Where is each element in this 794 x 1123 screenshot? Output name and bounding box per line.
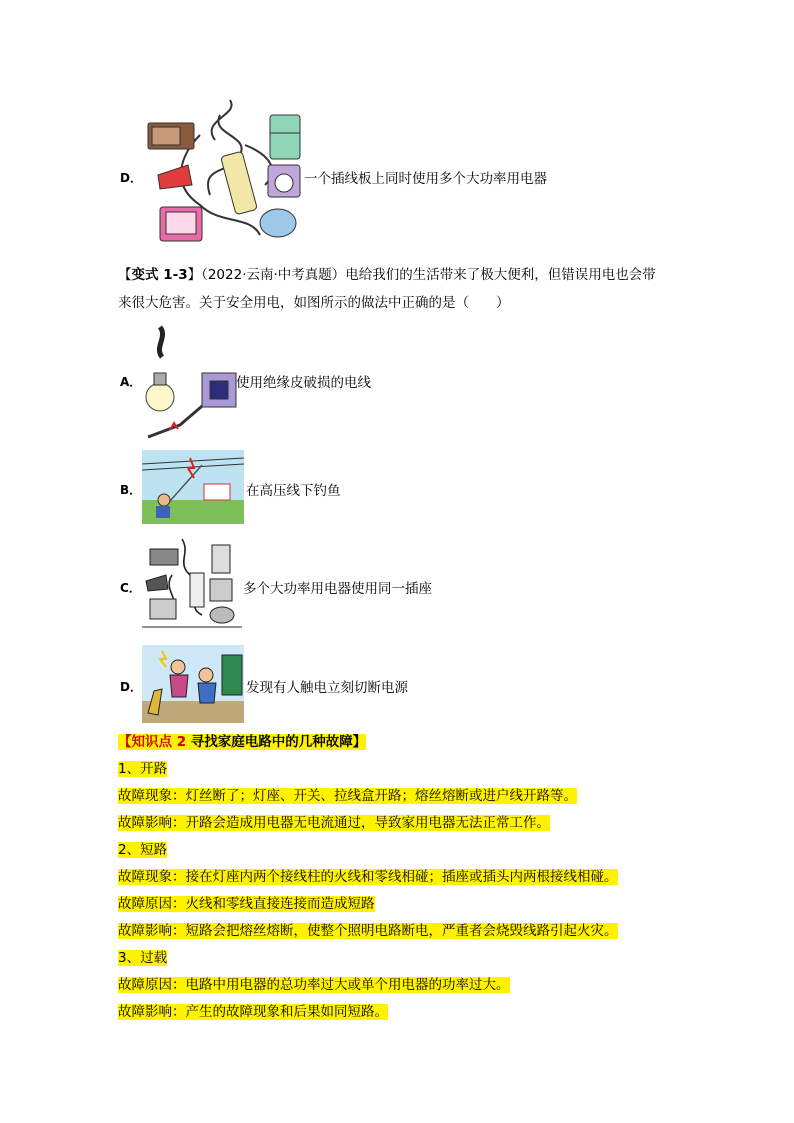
heading-text: 寻找家庭电路中的几种故障 [186, 734, 353, 750]
cut-power-rescue-illustration [142, 645, 244, 723]
option-caption: 在高压线下钓鱼 [246, 483, 341, 499]
knowledge-line: 故障原因：电路中用电器的总功率过大或单个用电器的功率过大。 [118, 977, 510, 993]
question-text-1: 电给我们的生活带来了极大便利，但错误用电也会带 [345, 267, 656, 283]
option-a [118, 325, 718, 440]
knowledge-line: 故障影响：产生的故障现象和后果如同短路。 [118, 1004, 388, 1020]
option-caption: 使用绝缘皮破损的电线 [236, 375, 371, 391]
knowledge-line: 故障现象：灯丝断了；灯座、开关、拉线盒开路；熔丝熔断或进户线开路等。 [118, 788, 577, 804]
fishing-under-power-line-photo [142, 450, 244, 524]
knowledge-line: 故障影响：短路会把熔丝熔断，使整个照明电路断电，严重者会烧毁线路引起火灾。 [118, 923, 618, 939]
option-letter: C． [120, 581, 141, 595]
question-line-1 [118, 265, 656, 285]
knowledge-line: 3、过载 [118, 950, 168, 966]
heading-bracket-open: 【 [118, 734, 132, 750]
option-caption: 发现有人触电立刻切断电源 [246, 680, 408, 696]
option-c [118, 535, 718, 630]
heading-bracket-close: 】 [352, 734, 367, 750]
question-bracket-open: 【 [118, 267, 132, 283]
question-text-2: 来很大危害。关于安全用电，如图所示的做法中正确的是（ ） [118, 295, 510, 311]
option-d [118, 645, 718, 725]
knowledge-line: 故障影响：开路会造成用电器无电流通过，导致家用电器无法正常工作。 [118, 815, 550, 831]
option-letter: D． [120, 171, 142, 185]
knowledge-line: 故障原因：火线和零线直接连接而造成短路 [118, 896, 375, 912]
option-b [118, 450, 718, 525]
question-line-2 [118, 293, 510, 313]
option-caption: 一个插线板上同时使用多个大功率用电器 [304, 171, 547, 187]
option-caption: 多个大功率用电器使用同一插座 [243, 581, 432, 597]
option-letter: D． [120, 680, 142, 694]
question-label: 变式 1-3 [131, 267, 188, 283]
question-source: （2022·云南·中考真题） [201, 267, 346, 283]
heading-label: 知识点 2 [131, 734, 187, 750]
option-letter: A． [120, 375, 142, 389]
knowledge-line: 2、短路 [118, 842, 168, 858]
option-d-top [118, 95, 718, 250]
knowledge-heading [118, 732, 366, 752]
option-letter: B． [120, 483, 142, 497]
knowledge-line: 故障现象：接在灯座内两个接线柱的火线和零线相碰；插座或插头内两根接线相碰。 [118, 869, 618, 885]
question-bracket-close: 】 [187, 267, 202, 283]
knowledge-line: 1、开路 [118, 761, 168, 777]
damaged-wire-bulb-illustration [140, 325, 240, 440]
overloaded-socket-illustration [142, 535, 242, 630]
power-strip-overload-illustration [140, 95, 310, 250]
